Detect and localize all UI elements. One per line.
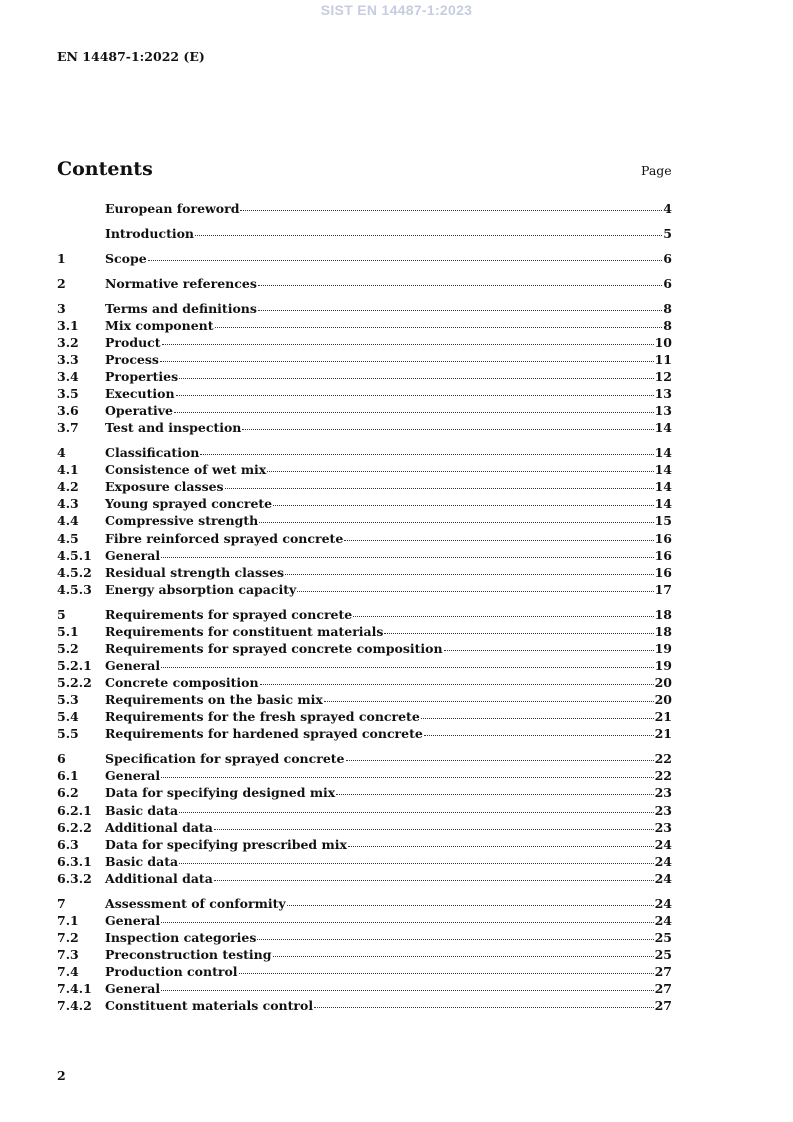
toc-entry-number: 3.4	[57, 368, 79, 384]
toc-entry-page: 25	[654, 947, 672, 963]
toc-leader-dots	[273, 504, 653, 506]
toc-entry-number: 5.2.1	[57, 658, 92, 674]
toc-entry-title: Requirements for sprayed concrete composition	[105, 640, 443, 656]
toc-entry-number: 7.3	[57, 947, 79, 963]
toc-entry[interactable]	[57, 674, 672, 691]
toc-entry-title: Product	[105, 334, 161, 350]
toc-entry-number: 5	[57, 606, 66, 622]
toc-entry-title: Fibre reinforced sprayed concrete	[105, 530, 344, 546]
toc-entry[interactable]	[57, 606, 672, 623]
toc-entry-number: 4.5.2	[57, 564, 92, 580]
toc-entry-title: Assessment of conformity	[105, 895, 286, 911]
toc-entry-page: 14	[654, 445, 672, 461]
toc-entry[interactable]	[57, 547, 672, 564]
toc-leader-dots	[162, 343, 654, 345]
toc-entry-page: 14	[654, 420, 672, 436]
toc-leader-dots	[273, 955, 654, 957]
table-of-contents	[57, 200, 672, 1015]
toc-entry-title: Requirements for sprayed concrete	[105, 606, 353, 622]
toc-entry-number: 4.3	[57, 496, 79, 512]
toc-leader-dots	[239, 972, 654, 974]
toc-entry[interactable]	[57, 929, 672, 946]
toc-entry-number: 5.3	[57, 692, 79, 708]
toc-entry-page: 16	[654, 547, 672, 563]
toc-entry-title: Additional data	[105, 870, 213, 886]
toc-leader-dots	[195, 234, 662, 236]
toc-entry-number: 7.4	[57, 964, 79, 980]
toc-entry-page: 19	[654, 658, 672, 674]
toc-entry[interactable]	[57, 317, 672, 334]
toc-entry-number: 3.6	[57, 403, 79, 419]
toc-entry-number: 7	[57, 895, 66, 911]
toc-entry-title: Inspection categories	[105, 930, 257, 946]
toc-leader-dots	[267, 470, 653, 472]
toc-entry-number: 3.3	[57, 351, 79, 367]
toc-leader-dots	[444, 649, 654, 651]
toc-entry[interactable]	[57, 819, 672, 836]
toc-entry-title: Process	[105, 351, 159, 367]
toc-entry-page: 16	[654, 530, 672, 546]
toc-entry[interactable]	[57, 530, 672, 547]
toc-entry[interactable]	[57, 767, 672, 784]
toc-entry-number: 6.3	[57, 836, 79, 852]
toc-entry-number: 7.4.2	[57, 998, 92, 1014]
toc-entry-number: 6.2.2	[57, 819, 92, 835]
toc-leader-dots	[346, 759, 654, 761]
toc-leader-dots	[214, 879, 654, 881]
toc-entry-title: Basic data	[105, 853, 179, 869]
toc-entry-page: 8	[663, 300, 672, 316]
toc-entry-page: 18	[654, 623, 672, 639]
toc-entry-page: 23	[654, 819, 672, 835]
toc-leader-dots	[424, 734, 654, 736]
toc-entry[interactable]	[57, 802, 672, 819]
toc-entry[interactable]	[57, 708, 672, 725]
toc-entry-title: Constituent materials control	[105, 998, 314, 1014]
toc-entry-page: 17	[654, 581, 672, 597]
toc-entry-number: 6	[57, 751, 66, 767]
toc-entry-number: 5.4	[57, 709, 79, 725]
toc-entry-title: Requirements for constituent materials	[105, 623, 384, 639]
toc-entry-number: 6.3.1	[57, 853, 92, 869]
toc-entry-page: 22	[654, 751, 672, 767]
toc-entry-page: 11	[654, 351, 672, 367]
toc-leader-dots	[161, 921, 653, 923]
toc-leader-dots	[161, 989, 653, 991]
toc-entry[interactable]	[57, 895, 672, 912]
toc-entry-page: 27	[654, 998, 672, 1014]
toc-entry-title: Requirements for the fresh sprayed concrete	[105, 709, 420, 725]
toc-entry-number: 4.5.1	[57, 547, 92, 563]
toc-entry-number: 2	[57, 275, 66, 291]
toc-leader-dots	[161, 776, 653, 778]
toc-entry-page: 14	[654, 462, 672, 478]
toc-entry-number: 6.3.2	[57, 870, 92, 886]
toc-leader-dots	[179, 862, 653, 864]
toc-entry-page: 6	[663, 250, 672, 266]
toc-entry[interactable]	[57, 640, 672, 657]
toc-entry-page: 21	[654, 726, 672, 742]
toc-leader-dots	[260, 683, 654, 685]
toc-entry[interactable]	[57, 402, 672, 419]
toc-leader-dots	[225, 487, 654, 489]
toc-entry-title: Execution	[105, 386, 175, 402]
toc-entry[interactable]	[57, 853, 672, 870]
toc-entry[interactable]	[57, 351, 672, 368]
toc-entry-number: 4.5.3	[57, 581, 92, 597]
toc-leader-dots	[336, 793, 653, 795]
toc-entry-title: Consistence of wet mix	[105, 462, 267, 478]
toc-entry-page: 24	[654, 853, 672, 869]
toc-leader-dots	[344, 539, 653, 541]
toc-entry-number: 3.1	[57, 317, 79, 333]
toc-entry[interactable]	[57, 334, 672, 351]
toc-entry-number: 3	[57, 300, 66, 316]
watermark: SIST EN 14487-1:2023	[320, 2, 473, 18]
toc-entry-title: Operative	[105, 403, 174, 419]
toc-entry-title: Compressive strength	[105, 513, 259, 529]
contents-title: Contents	[57, 158, 153, 180]
toc-leader-dots	[242, 428, 653, 430]
toc-entry-title: Data for specifying prescribed mix	[105, 836, 347, 852]
toc-entry[interactable]	[57, 275, 672, 292]
document-id: EN 14487-1:2022 (E)	[57, 49, 205, 64]
toc-entry-number: 7.4.1	[57, 981, 92, 997]
toc-entry-number: 5.2.2	[57, 675, 92, 691]
toc-entry-number: 5.1	[57, 623, 79, 639]
toc-entry-page: 5	[663, 225, 672, 241]
toc-entry[interactable]	[57, 200, 672, 217]
toc-entry[interactable]	[57, 657, 672, 674]
toc-entry-page: 12	[654, 368, 672, 384]
toc-entry-number: 6.2	[57, 785, 79, 801]
toc-entry-number: 6.1	[57, 768, 79, 784]
toc-leader-dots	[285, 573, 654, 575]
toc-entry-page: 6	[663, 275, 672, 291]
toc-entry-number: 3.5	[57, 386, 79, 402]
toc-entry-title: Additional data	[105, 819, 213, 835]
toc-entry-page: 24	[654, 836, 672, 852]
toc-leader-dots	[174, 411, 654, 413]
toc-entry-page: 23	[654, 802, 672, 818]
toc-leader-dots	[348, 845, 654, 847]
toc-entry-title: Classification	[105, 445, 200, 461]
toc-entry[interactable]	[57, 997, 672, 1014]
toc-entry[interactable]	[57, 564, 672, 581]
toc-entry-number: 4.2	[57, 479, 79, 495]
toc-entry[interactable]	[57, 963, 672, 980]
toc-entry-title: Introduction	[105, 225, 195, 241]
toc-entry-number: 5.2	[57, 640, 79, 656]
toc-entry-page: 20	[654, 675, 672, 691]
toc-entry-page: 22	[654, 768, 672, 784]
toc-entry-title: Properties	[105, 368, 179, 384]
toc-entry-page: 24	[654, 912, 672, 928]
toc-entry-page: 24	[654, 895, 672, 911]
toc-entry-title: Preconstruction testing	[105, 947, 272, 963]
toc-entry[interactable]	[57, 946, 672, 963]
toc-entry-title: Data for specifying designed mix	[105, 785, 336, 801]
toc-entry[interactable]	[57, 444, 672, 461]
toc-entry[interactable]	[57, 385, 672, 402]
toc-entry-number: 7.2	[57, 930, 79, 946]
toc-entry[interactable]	[57, 368, 672, 385]
toc-entry[interactable]	[57, 250, 672, 267]
toc-entry-number: 3.2	[57, 334, 79, 350]
toc-entry[interactable]	[57, 623, 672, 640]
toc-entry[interactable]	[57, 419, 672, 436]
toc-leader-dots	[215, 326, 663, 328]
toc-entry-title: General	[105, 912, 161, 928]
toc-entry-page: 23	[654, 785, 672, 801]
toc-entry-title: Requirements for hardened sprayed concrete	[105, 726, 423, 742]
toc-entry-page: 14	[654, 479, 672, 495]
toc-leader-dots	[200, 453, 653, 455]
toc-entry-number: 4	[57, 445, 66, 461]
toc-entry-title: Production control	[105, 964, 238, 980]
toc-entry[interactable]	[57, 836, 672, 853]
toc-entry-page: 27	[654, 964, 672, 980]
toc-entry[interactable]	[57, 300, 672, 317]
toc-entry[interactable]	[57, 912, 672, 929]
toc-leader-dots	[287, 904, 654, 906]
toc-leader-dots	[258, 309, 662, 311]
toc-entry-page: 16	[654, 564, 672, 580]
toc-leader-dots	[240, 209, 662, 211]
toc-entry[interactable]	[57, 784, 672, 801]
toc-entry[interactable]	[57, 512, 672, 529]
toc-entry-title: Requirements on the basic mix	[105, 692, 323, 708]
toc-entry-page: 13	[654, 386, 672, 402]
toc-entry[interactable]	[57, 870, 672, 887]
toc-entry-page: 20	[654, 692, 672, 708]
toc-leader-dots	[179, 377, 653, 379]
toc-leader-dots	[353, 615, 653, 617]
toc-entry-page: 10	[654, 334, 672, 350]
toc-entry-title: General	[105, 768, 161, 784]
toc-entry-title: Young sprayed concrete	[105, 496, 273, 512]
toc-entry-title: Specification for sprayed concrete	[105, 751, 345, 767]
toc-leader-dots	[297, 590, 653, 592]
toc-entry-number: 5.5	[57, 726, 79, 742]
toc-leader-dots	[160, 360, 654, 362]
toc-entry-title: Normative references	[105, 275, 257, 291]
toc-entry-title: Test and inspection	[105, 420, 242, 436]
toc-leader-dots	[259, 521, 653, 523]
toc-entry[interactable]	[57, 495, 672, 512]
toc-leader-dots	[324, 700, 654, 702]
toc-leader-dots	[148, 259, 663, 261]
toc-entry-title: General	[105, 658, 161, 674]
toc-leader-dots	[214, 828, 654, 830]
toc-leader-dots	[421, 717, 654, 719]
toc-entry-page: 18	[654, 606, 672, 622]
toc-entry[interactable]	[57, 691, 672, 708]
toc-entry-title: General	[105, 981, 161, 997]
toc-leader-dots	[161, 666, 653, 668]
toc-entry-number: 7.1	[57, 912, 79, 928]
page-column-label: Page	[641, 163, 672, 178]
toc-leader-dots	[161, 556, 653, 558]
toc-entry-number: 1	[57, 250, 66, 266]
toc-entry-title: Mix component	[105, 317, 214, 333]
toc-entry-page: 19	[654, 640, 672, 656]
toc-leader-dots	[314, 1006, 654, 1008]
toc-entry[interactable]	[57, 461, 672, 478]
toc-entry-title: Exposure classes	[105, 479, 224, 495]
toc-entry-page: 21	[654, 709, 672, 725]
toc-entry-page: 4	[663, 201, 672, 216]
toc-entry[interactable]	[57, 750, 672, 767]
toc-entry-page: 8	[663, 317, 672, 333]
toc-entry[interactable]	[57, 478, 672, 495]
toc-entry-number: 3.7	[57, 420, 79, 436]
toc-entry-page: 15	[654, 513, 672, 529]
toc-entry-page: 27	[654, 981, 672, 997]
toc-entry[interactable]	[57, 225, 672, 242]
toc-entry-title: Concrete composition	[105, 675, 259, 691]
toc-entry-page: 24	[654, 870, 672, 886]
toc-entry-title: Scope	[105, 250, 147, 266]
toc-entry-page: 13	[654, 403, 672, 419]
toc-entry-page: 25	[654, 930, 672, 946]
toc-entry-number: 4.5	[57, 530, 79, 546]
footer-page-number: 2	[57, 1068, 66, 1083]
toc-entry-title: Energy absorption capacity	[105, 581, 297, 597]
toc-entry-number: 6.2.1	[57, 802, 92, 818]
toc-entry-page: 14	[654, 496, 672, 512]
toc-entry[interactable]	[57, 980, 672, 997]
toc-entry-number: 4.1	[57, 462, 79, 478]
toc-entry-title: Terms and definitions	[105, 300, 257, 316]
toc-leader-dots	[176, 394, 654, 396]
toc-entry-title: Residual strength classes	[105, 564, 285, 580]
toc-entry-number: 4.4	[57, 513, 79, 529]
toc-entry-title: General	[105, 547, 161, 563]
toc-leader-dots	[257, 938, 653, 940]
toc-leader-dots	[179, 811, 653, 813]
toc-entry-title: Basic data	[105, 802, 179, 818]
toc-entry[interactable]	[57, 581, 672, 598]
toc-entry-title: European foreword	[105, 201, 240, 216]
toc-entry[interactable]	[57, 725, 672, 742]
toc-leader-dots	[258, 284, 662, 286]
toc-leader-dots	[384, 632, 653, 634]
